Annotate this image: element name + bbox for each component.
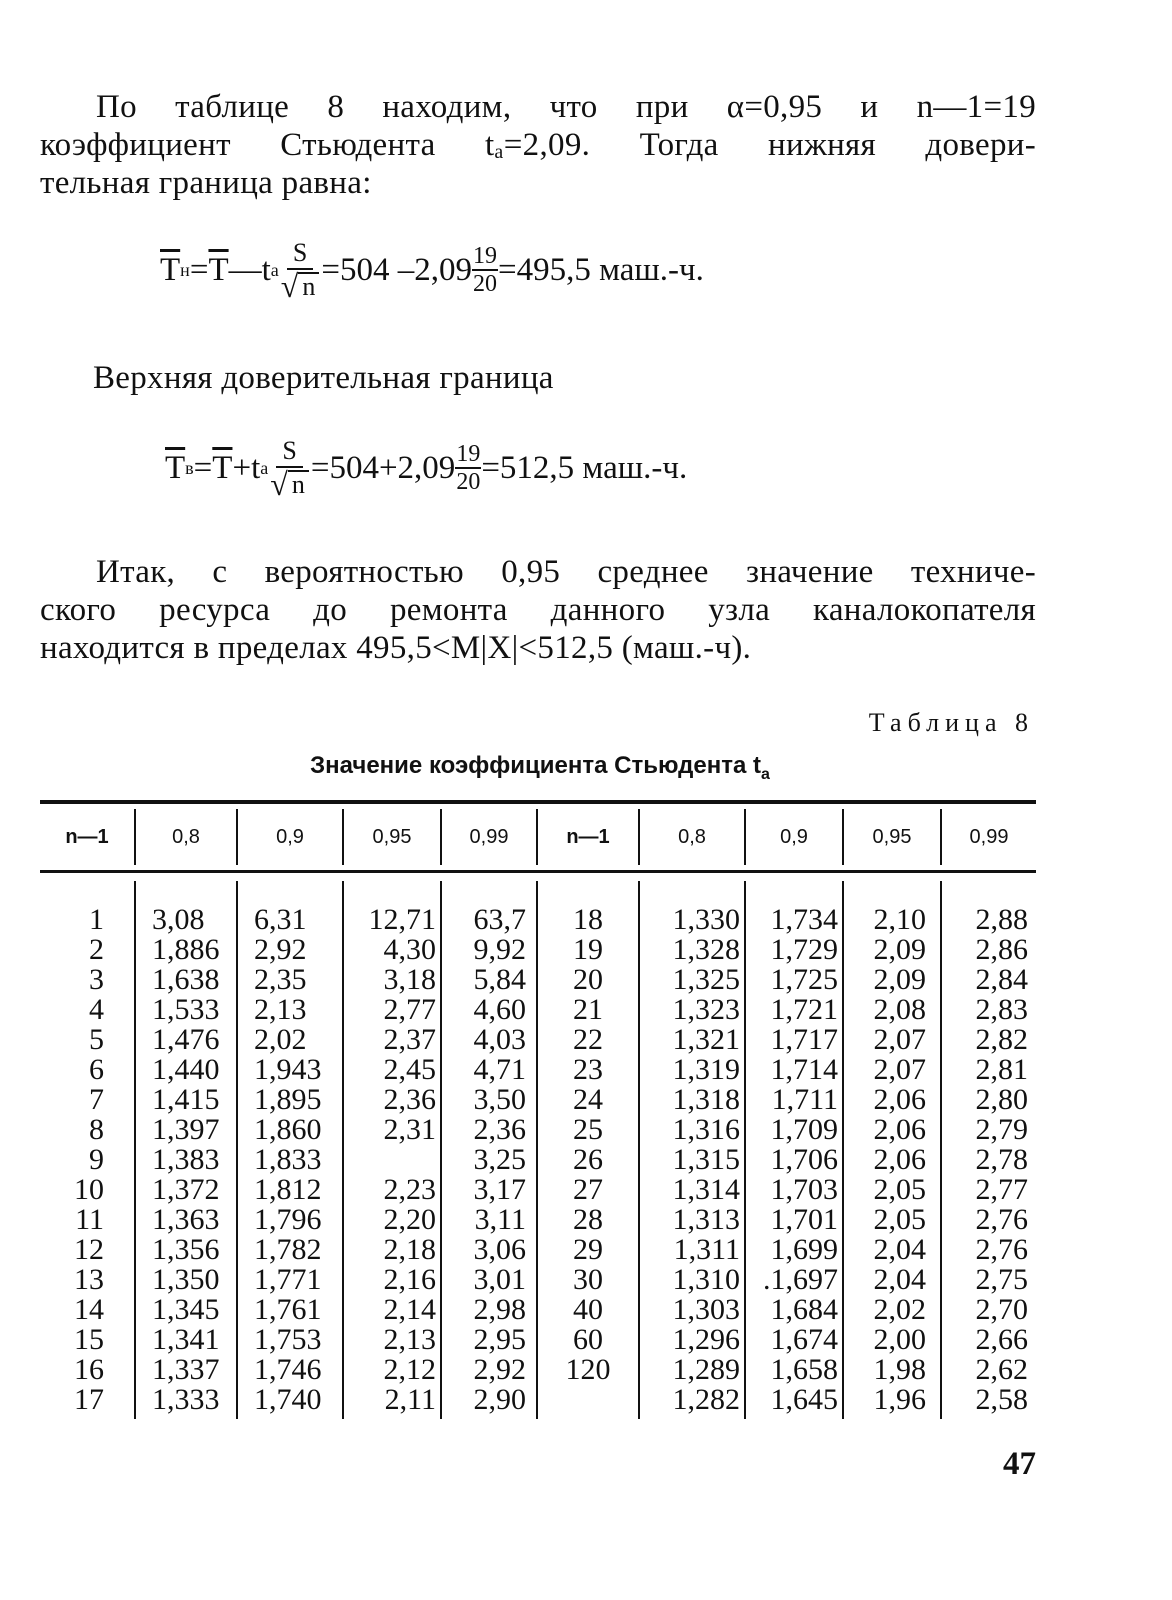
student-coefficient-table (40, 800, 1036, 1419)
fraction-denominator: n (298, 272, 319, 300)
table-cell: 2,06 (873, 1113, 926, 1146)
table-cell: 2,13 (254, 993, 307, 1026)
table-cell: 3,01 (473, 1263, 526, 1296)
table-cell: 1,701 (770, 1203, 838, 1236)
table-cell: 2,36 (383, 1083, 436, 1116)
paragraph-line: коэффициент Стьюдента tₐ=2,09. Тогда нижняя довери- (40, 127, 1036, 163)
table-cell: 2,08 (873, 993, 926, 1026)
fraction-numerator: S (287, 240, 313, 270)
table-cell: 1,323 (672, 993, 740, 1026)
table-cell: 3,08 (152, 903, 205, 936)
paragraph-line: тельная граница равна: (40, 165, 372, 201)
table-cell: 1,341 (152, 1323, 220, 1356)
header-cell: n—1 (538, 809, 640, 865)
table-cell: 1,311 (673, 1233, 740, 1266)
table-cell: 2,09 (873, 933, 926, 966)
table-cell: 6,31 (254, 903, 307, 936)
column-p09-left (238, 881, 344, 1419)
table-cell: 2,13 (383, 1323, 436, 1356)
paragraph-line: По таблице 8 находим, что при α=0,95 и n—1=19 (96, 89, 1036, 125)
column-p095-right (844, 881, 942, 1419)
table-cell: 7 (89, 1083, 104, 1116)
formula-fraction (472, 244, 498, 297)
table-cell: 25 (573, 1113, 603, 1146)
table-cell: 1,886 (152, 933, 220, 966)
formula-subscript: a (270, 259, 279, 280)
table-cell: 2,83 (975, 993, 1028, 1026)
formula-fraction (270, 436, 309, 502)
table-cell: 2,35 (254, 963, 307, 996)
table-cell: 2,82 (975, 1023, 1028, 1056)
table-cell: 2,04 (873, 1263, 926, 1296)
formula-result: =495,5 маш.-ч. (497, 251, 704, 288)
paragraph-intro (40, 88, 1036, 202)
table-cell: 16 (74, 1353, 104, 1386)
table-cell: 17 (74, 1383, 104, 1416)
table-cell: 2,66 (975, 1323, 1028, 1356)
table-cell: 2,58 (975, 1383, 1028, 1416)
table-cell: 1,729 (770, 933, 838, 966)
table-cell: 1,328 (672, 933, 740, 966)
table-cell: 29 (573, 1233, 603, 1266)
table-cell: 1,714 (770, 1053, 838, 1086)
column-n-left (40, 881, 136, 1419)
table-cell: 2,77 (975, 1173, 1028, 1206)
formula-symbol: t (261, 251, 271, 288)
fraction-numerator: 19 (472, 242, 497, 269)
table-cell: 11 (75, 1203, 104, 1236)
table-cell: 8 (89, 1113, 104, 1146)
column-p09-right (746, 881, 844, 1419)
table-cell: 1,638 (152, 963, 220, 996)
paragraph-line: Итак, с вероятностью 0,95 среднее значение техниче- (96, 554, 1036, 590)
table-cell: 1,740 (254, 1383, 322, 1416)
table-cell: 1,372 (152, 1173, 220, 1206)
table-cell: 2,92 (473, 1353, 526, 1386)
table-cell: 9 (89, 1143, 104, 1176)
formula-operator: + (232, 449, 252, 486)
table-cell: 2,10 (873, 903, 926, 936)
table-cell: 18 (573, 903, 603, 936)
column-p099-left (442, 881, 538, 1419)
table-cell: 1,699 (770, 1233, 838, 1266)
table-cell: 1,345 (152, 1293, 220, 1326)
table-cell: 1,440 (152, 1053, 220, 1086)
fraction-numerator: 19 (456, 440, 481, 467)
paragraph-line: ского ресурса до ремонта данного узла каналокопателя (40, 592, 1036, 628)
table-cell: 1,943 (254, 1053, 322, 1086)
table-cell: 1,415 (152, 1083, 220, 1116)
table-cell: 2,37 (383, 1023, 436, 1056)
table-cell (538, 1385, 638, 1415)
table-cell: 3,18 (383, 963, 436, 996)
table-cell: 1,315 (672, 1143, 740, 1176)
header-cell: 0,9 (746, 809, 844, 865)
table-cell: 2,02 (873, 1293, 926, 1326)
table-cell: 1,734 (770, 903, 838, 936)
table-cell: 2,23 (383, 1173, 436, 1206)
table-cell: 2,75 (975, 1263, 1028, 1296)
header-cell: 0,9 (238, 809, 344, 865)
table-cell: 4,71 (473, 1053, 526, 1086)
table-cell: 1,333 (152, 1383, 220, 1416)
table-cell: 1,711 (771, 1083, 838, 1116)
table-cell: 1,533 (152, 993, 220, 1026)
table-cell: 2,00 (873, 1323, 926, 1356)
table-cell: 2,07 (873, 1023, 926, 1056)
table-cell: 30 (573, 1263, 603, 1296)
table-cell: 1,782 (254, 1233, 322, 1266)
table-cell: 3,50 (473, 1083, 526, 1116)
table-cell: 1,753 (254, 1323, 322, 1356)
formula-operator: = (189, 251, 209, 288)
table-cell: 12,71 (368, 903, 436, 936)
table-cell: 1,476 (152, 1023, 220, 1056)
table-cell: 2,76 (975, 1203, 1028, 1236)
table-cell: 1,746 (254, 1353, 322, 1386)
table-cell: 1,895 (254, 1083, 322, 1116)
table-cell: 13 (74, 1263, 104, 1296)
formula-symbol: t (251, 449, 261, 486)
table-cell: 63,7 (473, 903, 526, 936)
table-cell: 1,303 (672, 1293, 740, 1326)
table-cell: 1,319 (672, 1053, 740, 1086)
table-cell: 2,18 (383, 1233, 436, 1266)
column-p08-right (640, 881, 746, 1419)
table-cell: 3,11 (474, 1203, 526, 1236)
table-title (0, 752, 1080, 784)
formula-symbol: $\overline{T}$ (208, 251, 229, 288)
formula-symbol: $\overline{T}$ (212, 449, 233, 486)
table-cell: 3,17 (473, 1173, 526, 1206)
table-cell: 1,310 (672, 1263, 740, 1296)
table-cell: 1,356 (152, 1233, 220, 1266)
table-cell: 1,674 (770, 1323, 838, 1356)
table-cell: 2,92 (254, 933, 307, 966)
formula-operator: = (193, 449, 213, 486)
table-cell (344, 1145, 436, 1175)
table-cell: 1,318 (672, 1083, 740, 1116)
table-cell: 2,95 (473, 1323, 526, 1356)
table-cell: 2,14 (383, 1293, 436, 1326)
table-cell: 2,79 (975, 1113, 1028, 1146)
table-cell: 1,709 (770, 1113, 838, 1146)
table-cell: 2,90 (473, 1383, 526, 1416)
formula-upper-bound (165, 436, 688, 502)
table-cell: 2,20 (383, 1203, 436, 1236)
table-cell: 5 (89, 1023, 104, 1056)
paragraph-line: находится в пределах 495,5<M|X|<512,5 (маш.-ч). (40, 630, 752, 666)
table-cell: 1,96 (873, 1383, 926, 1416)
table-cell: 20 (573, 963, 603, 996)
table-cell: 1,706 (770, 1143, 838, 1176)
table-cell: 1,684 (770, 1293, 838, 1326)
table-cell: .1,697 (763, 1263, 838, 1296)
header-cell: 0,99 (442, 809, 538, 865)
header-cell: 0,8 (136, 809, 238, 865)
table-cell: 2,05 (873, 1173, 926, 1206)
formula-operator: — (228, 251, 262, 288)
formula-result: =512,5 маш.-ч. (481, 449, 688, 486)
table-cell: 2,45 (383, 1053, 436, 1086)
table-cell: 2,84 (975, 963, 1028, 996)
table-cell: 120 (565, 1353, 611, 1386)
table-cell: 1,98 (873, 1353, 926, 1386)
table-cell: 1,383 (152, 1143, 220, 1176)
table-cell: 23 (573, 1053, 603, 1086)
table-cell: 1,350 (152, 1263, 220, 1296)
table-cell: 1,321 (672, 1023, 740, 1056)
table-cell: 1,337 (152, 1353, 220, 1386)
fraction-numerator: S (276, 438, 302, 468)
paragraph-conclusion (40, 553, 1036, 667)
formula-symbol: $\overline{T}$ (160, 251, 181, 288)
section-heading: Верхняя доверительная граница (93, 360, 554, 396)
table-cell: 1,314 (672, 1173, 740, 1206)
table-cell: 1,645 (770, 1383, 838, 1416)
table-cell: 2,16 (383, 1263, 436, 1296)
table-cell: 2,05 (873, 1203, 926, 1236)
table-cell: 1,812 (254, 1173, 322, 1206)
table-header-row (40, 804, 1036, 870)
table-cell: 2,36 (473, 1113, 526, 1146)
table-cell: 2,12 (383, 1353, 436, 1386)
table-cell: 10 (74, 1173, 104, 1206)
table-cell: 2 (89, 933, 104, 966)
column-p08-left (136, 881, 238, 1419)
table-cell: 1,313 (672, 1203, 740, 1236)
table-cell: 1,833 (254, 1143, 322, 1176)
table-cell: 2,88 (975, 903, 1028, 936)
fraction-denominator: 20 (456, 468, 481, 495)
table-cell: 2,06 (873, 1083, 926, 1116)
formula-text: =504+2,09 (310, 449, 456, 486)
table-cell: 1,289 (672, 1353, 740, 1386)
table-cell: 2,31 (383, 1113, 436, 1146)
table-cell: 1,282 (672, 1383, 740, 1416)
table-cell: 2,81 (975, 1053, 1028, 1086)
table-cell: 2,09 (873, 963, 926, 996)
header-cell: 0,95 (344, 809, 442, 865)
table-cell: 1,316 (672, 1113, 740, 1146)
column-p099-right (942, 881, 1036, 1419)
formula-fraction (455, 442, 481, 495)
table-cell: 1,363 (152, 1203, 220, 1236)
table-label: Таблица 8 (868, 708, 1034, 737)
fraction-denominator: 20 (472, 270, 497, 297)
table-cell: 4,60 (473, 993, 526, 1026)
sqrt-icon: √ n (270, 468, 309, 498)
table-cell: 40 (573, 1293, 603, 1326)
table-cell: 1,771 (254, 1263, 322, 1296)
table-cell: 4,30 (383, 933, 436, 966)
table-cell: 24 (573, 1083, 603, 1116)
page-number: 47 (1003, 1446, 1036, 1482)
table-cell: 26 (573, 1143, 603, 1176)
table-cell: 28 (573, 1203, 603, 1236)
table-cell: 2,76 (975, 1233, 1028, 1266)
table-cell: 3,06 (473, 1233, 526, 1266)
table-cell: 2,98 (473, 1293, 526, 1326)
table-cell: 1,296 (672, 1323, 740, 1356)
table-cell: 2,06 (873, 1143, 926, 1176)
table-title-subscript: a (760, 766, 770, 783)
header-cell: n—1 (40, 809, 136, 865)
table-cell: 1,325 (672, 963, 740, 996)
formula-text: =504 –2,09 (321, 251, 472, 288)
formula-subscript: н (180, 259, 190, 280)
table-cell: 3,25 (473, 1143, 526, 1176)
table-cell: 5,84 (473, 963, 526, 996)
formula-fraction (280, 238, 320, 304)
table-cell: 1,860 (254, 1113, 322, 1146)
table-cell: 2,02 (254, 1023, 307, 1056)
table-cell: 15 (74, 1323, 104, 1356)
table-cell: 2,04 (873, 1233, 926, 1266)
table-cell: 1,703 (770, 1173, 838, 1206)
table-cell: 2,70 (975, 1293, 1028, 1326)
formula-symbol: $\overline{T}$ (165, 449, 186, 486)
table-cell: 1,658 (770, 1353, 838, 1386)
table-cell: 9,92 (473, 933, 526, 966)
sqrt-icon: √ n (281, 270, 320, 300)
table-cell: 19 (573, 933, 603, 966)
table-cell: 4,03 (473, 1023, 526, 1056)
formula-subscript: a (260, 457, 269, 478)
table-cell: 2,11 (384, 1383, 436, 1416)
table-cell: 22 (573, 1023, 603, 1056)
table-cell: 3 (89, 963, 104, 996)
table-cell: 1,397 (152, 1113, 220, 1146)
header-cell: 0,99 (969, 825, 1009, 848)
table-cell: 2,62 (975, 1353, 1028, 1386)
table-cell: 2,07 (873, 1053, 926, 1086)
table-cell: 1,721 (770, 993, 838, 1026)
table-cell: 1,796 (254, 1203, 322, 1236)
table-cell: 1,725 (770, 963, 838, 996)
table-cell: 2,80 (975, 1083, 1028, 1116)
formula-lower-bound (160, 238, 704, 304)
table-title-text: Значение коэффициента Стьюдента t (310, 752, 761, 779)
table-cell: 1,761 (254, 1293, 322, 1326)
fraction-denominator: n (288, 470, 309, 498)
formula-subscript: в (185, 457, 194, 478)
table-cell: 14 (74, 1293, 104, 1326)
table-cell: 2,77 (383, 993, 436, 1026)
table-cell: 2,78 (975, 1143, 1028, 1176)
table-body (40, 873, 1036, 1419)
column-n-right (538, 881, 640, 1419)
table-cell: 1,330 (672, 903, 740, 936)
table-cell: 1 (89, 903, 104, 936)
table-cell: 12 (74, 1233, 104, 1266)
table-cell: 1,717 (770, 1023, 838, 1056)
header-cell: 0,95 (844, 809, 942, 865)
column-p095-left (344, 881, 442, 1419)
table-cell: 21 (573, 993, 603, 1026)
table-cell: 60 (573, 1323, 603, 1356)
table-cell: 2,86 (975, 933, 1028, 966)
header-cell: 0,8 (640, 809, 746, 865)
table-cell: 6 (89, 1053, 104, 1086)
table-cell: 27 (573, 1173, 603, 1206)
table-cell: 4 (89, 993, 104, 1026)
